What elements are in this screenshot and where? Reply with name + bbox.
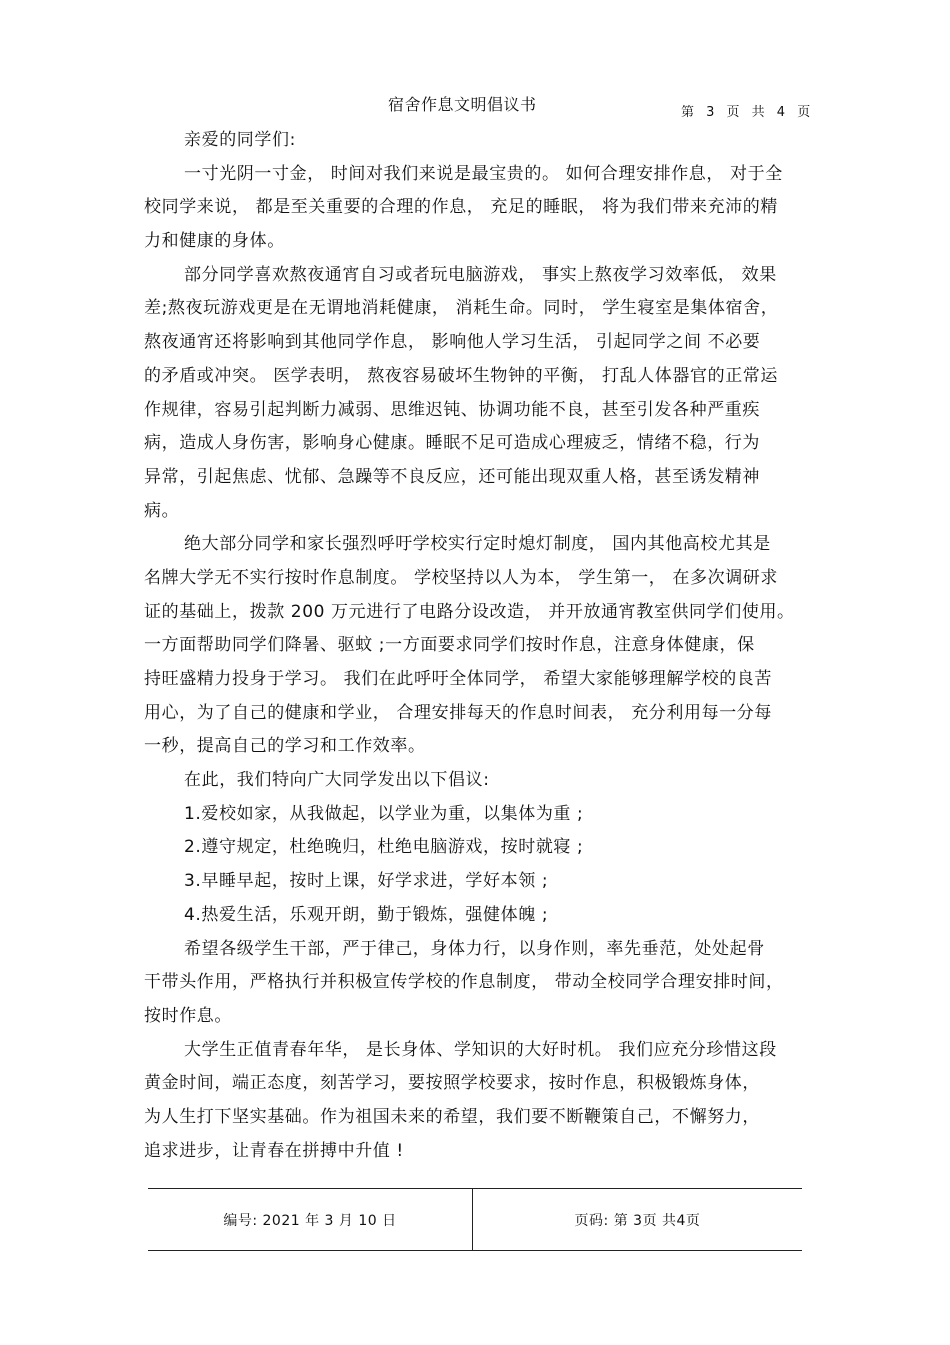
- text-line: 病。: [144, 500, 180, 521]
- text-line: 部分同学喜欢熬夜通宵自习或者玩电脑游戏， 事实上熬夜学习效率低， 效果: [184, 264, 777, 285]
- text-line: 2.遵守规定，杜绝晚归，杜绝电脑游戏，按时就寝 ;: [184, 837, 584, 858]
- footer-page-code: 页码: 第 3页 共4页: [574, 1212, 701, 1229]
- text-line: 熬夜通宵还将影响到其他同学作息， 影响他人学习生活， 引起同学之间 不必要: [144, 332, 761, 353]
- text-line: 按时作息。: [144, 1005, 232, 1026]
- text-line: 亲爱的同学们:: [184, 130, 296, 150]
- text-line: 3.早睡早起，按时上课，好学求进，学好本领 ;: [184, 871, 549, 892]
- page-counter: 第 3 页 共 4 页: [681, 105, 815, 120]
- text-line: 绝大部分同学和家长强烈呼吁学校实行定时熄灯制度， 国内其他高校尤其是: [184, 534, 771, 555]
- text-line: 名牌大学无不实行按时作息制度。 学校坚持以人为本， 学生第一， 在多次调研求: [144, 567, 779, 588]
- text-line: 希望各级学生干部，严于律己，身体力行，以身作则，率先垂范，处处起骨: [184, 938, 765, 959]
- text-line: 用心，为了自己的健康和学业， 合理安排每天的作息时间表， 充分利用每一分每: [144, 702, 773, 723]
- text-line: 一秒，提高自己的学习和工作效率。: [144, 736, 426, 757]
- text-line: 一方面帮助同学们降暑、驱蚊 ;一方面要求同学们按时作息，注意身体健康，保: [144, 635, 755, 656]
- text-line: 差;熬夜玩游戏更是在无谓地消耗健康， 消耗生命。同时， 学生寝室是集体宿舍，: [144, 298, 779, 319]
- footer-serial: 编号: 2021 年 3 月 10 日: [148, 1189, 473, 1250]
- text-line: 作规律，容易引起判断力减弱、思维迟钝、协调功能不良，甚至引发各种严重疾: [144, 399, 760, 420]
- text-line: 持旺盛精力投身于学习。 我们在此呼吁全体同学， 希望大家能够理解学校的良苦: [144, 669, 773, 689]
- text-line: 校同学来说， 都是至关重要的合理的作息， 充足的睡眠， 将为我们带来充沛的精: [144, 197, 779, 218]
- footer-table: [148, 1188, 802, 1251]
- text-line: 1.爱校如家，从我做起，以学业为重，以集体为重 ;: [184, 803, 584, 824]
- letter-body: [144, 124, 808, 1168]
- text-line: 黄金时间，端正态度，刻苦学习，要按照学校要求，按时作息，积极锻炼身体，: [144, 1073, 760, 1094]
- text-line: 力和健康的身体。: [144, 231, 285, 252]
- text-line: 干带头作用，严格执行并积极宣传学校的作息制度， 带动全校同学合理安排时间，: [144, 972, 784, 993]
- text-line: 为人生打下坚实基础。作为祖国未来的希望，我们要不断鞭策自己，不懈努力，: [144, 1106, 760, 1127]
- text-line: 一寸光阴一寸金， 时间对我们来说是最宝贵的。 如何合理安排作息， 对于全: [184, 163, 783, 184]
- text-line: 异常，引起焦虑、忧郁、急躁等不良反应，还可能出现双重人格，甚至诱发精神: [144, 466, 760, 487]
- text-line: 追求进步，让青春在拼搏中升值 !: [144, 1140, 404, 1161]
- text-line: 大学生正值青春年华， 是长身体、学知识的大好时机。 我们应充分珍惜这段: [184, 1039, 777, 1060]
- text-line: 的矛盾或冲突。 医学表明， 熬夜容易破坏生物钟的平衡， 打乱人体器官的正常运: [144, 365, 779, 386]
- text-line: 4.热爱生活，乐观开朗，勤于锻炼，强健体魄 ;: [184, 904, 549, 925]
- page-title: 宿舍作息文明倡议书: [388, 95, 537, 114]
- text-line: 病，造成人身伤害，影响身心健康。睡眠不足可造成心理疲乏，情绪不稳，行为: [144, 433, 760, 454]
- text-line: 证的基础上，拨款 200 万元进行了电路分设改造， 并开放通宵教室供同学们使用。: [144, 601, 795, 622]
- text-line: 在此，我们特向广大同学发出以下倡议:: [184, 770, 490, 791]
